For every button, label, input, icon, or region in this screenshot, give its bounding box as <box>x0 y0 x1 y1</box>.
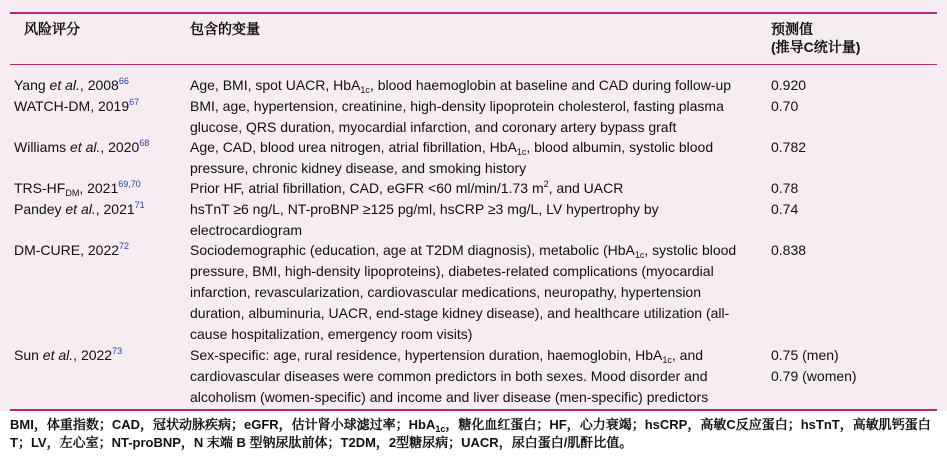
reference-link[interactable]: 69,70 <box>118 179 141 189</box>
top-rule <box>10 12 937 14</box>
header-variables: 包含的变量 <box>190 21 260 37</box>
value-cell: 0.838 <box>771 242 807 258</box>
value-cell: 0.782 <box>771 139 807 155</box>
value-cell: 0.920 <box>771 77 807 93</box>
variables-cell: Sex-specific: age, rural residence, hypertension duration, haemoglobin, HbA$_{1c}$, and cardiovascular diseases were common predictors in both sexes. Mood disorder and alcoholism (women-specific) and income and liver disease (men-specific) predictors <box>190 347 709 405</box>
value-cell: 0.75 (men) 0.79 (women) <box>771 347 857 384</box>
reference-link[interactable]: 67 <box>129 97 140 107</box>
variables-cell: Age, CAD, blood urea nitrogen, atrial fibrillation, HbA$_{1c}$, blood albumin, systolic blood pressure, chronic kidney disease, and smoking history <box>190 139 714 176</box>
value-cell: 0.70 <box>771 98 799 114</box>
header-predictive-value: 预测值 (推导C统计量) <box>771 21 861 55</box>
score-name: Williams et al., 2020$^{68}$ <box>14 138 150 155</box>
variables-cell: BMI, age, hypertension, creatinine, high-density lipoprotein cholesterol, fasting plasma glucose, QRS duration, myocardial infarction, and coronary artery bypass graft <box>190 98 724 135</box>
score-name: Yang et al., 2008$^{66}$ <box>14 76 129 93</box>
header-rule <box>10 64 937 65</box>
variables-cell: Sociodemographic (education, age at T2DM diagnosis), metabolic (HbA$_{1c}$, systolic blood pressure, BMI, high-density lipoproteins), diabetes-related complications (myocardial infarction, revascularization, cardiovascular medications, neuropathy, hypertension duration, albuminuria, UACR, end-stage kidney disease), and healthcare utilization (all-cause hospitalization, emergency room visits) <box>190 242 737 342</box>
bottom-rule <box>10 409 937 411</box>
value-cell: 0.74 <box>771 201 799 217</box>
score-name: DM-CURE, 2022$^{72}$ <box>14 241 130 258</box>
reference-link[interactable]: 71 <box>134 200 145 210</box>
reference-link[interactable]: 73 <box>112 346 123 356</box>
variables-cell: hsTnT ≥6 ng/L, NT-proBNP ≥125 pg/ml, hsCRP ≥3 mg/L, LV hypertrophy by electrocardiogram <box>190 201 659 238</box>
value-cell: 0.78 <box>771 180 799 196</box>
variables-cell: Age, BMI, spot UACR, HbA$_{1c}$, blood haemoglobin at baseline and CAD during follow-up <box>190 77 732 95</box>
score-name: Pandey et al., 2021$^{71}$ <box>14 200 145 217</box>
reference-link[interactable]: 68 <box>139 138 150 148</box>
score-name: TRS-$HF_{DM}$, 2021$^{69,70}$ <box>14 179 141 198</box>
variables-cell: Prior HF, atrial fibrillation, CAD, eGFR <60 ml/min/1.73 $m^2$, and UACR <box>190 179 624 196</box>
header-risk-score: 风险评分 <box>24 21 80 37</box>
reference-link[interactable]: 72 <box>119 241 130 251</box>
footnote: BMI，体重指数；CAD，冠状动脉疾病；eGFR，估计肾小球滤过率；HbA$_{1c}$，糖化血红蛋白；HF，心力衰竭；hsCRP，高敏C反应蛋白；hsTnT，高敏肌钙蛋白T；LV，左心室；NT-proBNP，N 末端 B 型钠尿肽前体；T2DM，2型糖尿病；UACR，尿白蛋白/肌酐比值。 <box>10 417 931 450</box>
reference-link[interactable]: 66 <box>118 76 129 86</box>
score-name: Sun et al., 2022$^{73}$ <box>14 346 123 363</box>
score-name: WATCH-DM, 2019$^{67}$ <box>14 97 140 114</box>
